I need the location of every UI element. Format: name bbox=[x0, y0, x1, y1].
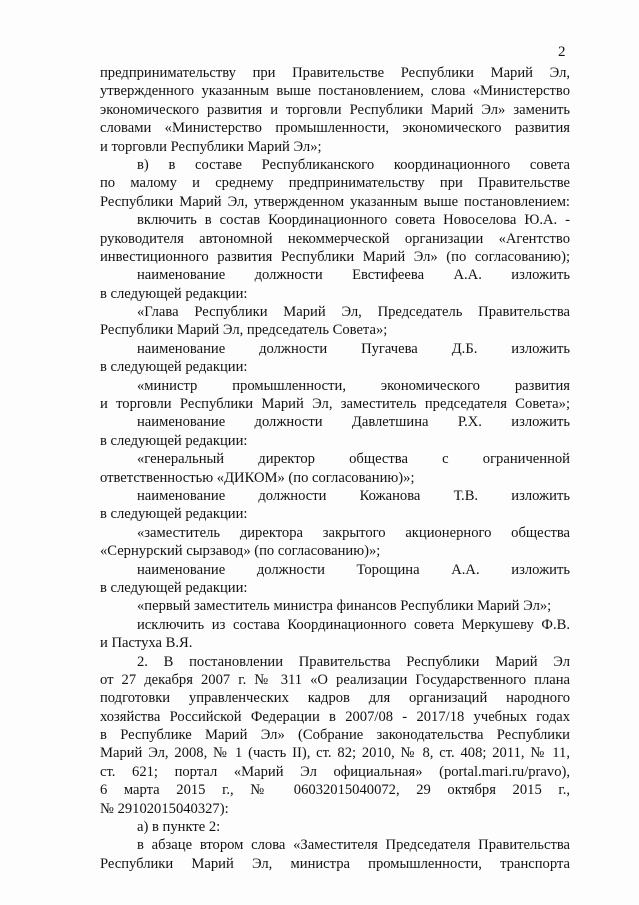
text-line: «первый заместитель министра финансов Республики Марий Эл»; bbox=[137, 598, 552, 615]
text-line: в следующей редакции: bbox=[100, 285, 248, 302]
text-line: наименование должности Евстифеева А.А. изложить bbox=[137, 267, 570, 284]
text-line: утвержденного указанным выше постановлением, слова «Министерство bbox=[100, 83, 570, 100]
text-line: ответственностью «ДИКОМ» (по согласованию)»; bbox=[100, 469, 415, 486]
text-line: Республики Марий Эл, министра промышленности, транспорта bbox=[100, 855, 570, 872]
text-line: и торговли Республики Марий Эл, заместитель председателя Совета»; bbox=[100, 396, 570, 413]
text-line: Республики Марий Эл, председатель Совета»; bbox=[100, 322, 388, 339]
text-line: Марий Эл, 2008, № 1 (часть II), ст. 82; 2010, № 8, ст. 408; 2011, № 11, bbox=[100, 745, 570, 762]
text-line: «Сернурский сырзавод» (по согласованию)»; bbox=[100, 543, 381, 560]
text-line: в следующей редакции: bbox=[100, 432, 248, 449]
text-line: в следующей редакции: bbox=[100, 359, 248, 376]
text-line: «заместитель директора закрытого акционерного общества bbox=[137, 524, 570, 541]
text-line: словами «Министерство промышленности, экономического развития bbox=[100, 120, 570, 137]
text-line: «генеральный директор общества с ограниченной bbox=[137, 451, 570, 468]
text-line: № 29102015040327): bbox=[100, 800, 229, 817]
text-line: «министр промышленности, экономического развития bbox=[137, 377, 570, 394]
text-line: в Республике Марий Эл» (Собрание законодательства Республики bbox=[100, 727, 570, 744]
text-line: ст. 621; портал «Марий Эл официальная» (portal.mari.ru/pravo), bbox=[100, 763, 570, 780]
text-line: Республики Марий Эл, утвержденном указанным выше постановлением: bbox=[100, 193, 570, 210]
text-line: наименование должности Торощина А.А. изложить bbox=[137, 561, 570, 578]
text-line: наименование должности Давлетшина Р.Х. изложить bbox=[137, 414, 570, 431]
text-line: руководителя автономной некоммерческой организации «Агентство bbox=[100, 230, 570, 247]
text-line: от 27 декабря 2007 г. № 311 «О реализации Государственного плана bbox=[100, 671, 570, 688]
text-line: в следующей редакции: bbox=[100, 579, 248, 596]
text-line: экономического развития и торговли Республики Марий Эл» заменить bbox=[100, 101, 570, 118]
text-line: хозяйства Российской Федерации в 2007/08 - 2017/18 учебных годах bbox=[100, 708, 570, 725]
text-line: 6 марта 2015 г., № 06032015040072, 29 октября 2015 г., bbox=[100, 782, 570, 799]
text-line: в следующей редакции: bbox=[100, 506, 248, 523]
text-line: по малому и среднему предпринимательству при Правительстве bbox=[100, 175, 570, 192]
text-line: включить в состав Координационного совета Новоселова Ю.А. - bbox=[137, 212, 570, 229]
text-line: наименование должности Пугачева Д.Б. изложить bbox=[137, 340, 570, 357]
text-line: в абзаце втором слова «Заместителя Председателя Правительства bbox=[137, 837, 570, 854]
text-line: 2. В постановлении Правительства Республики Марий Эл bbox=[137, 653, 570, 670]
text-line: предпринимательству при Правительстве Республики Марий Эл, bbox=[100, 65, 570, 81]
text-line: наименование должности Кожанова Т.В. изложить bbox=[137, 487, 570, 504]
text-line: «Глава Республики Марий Эл, Председатель Правительства bbox=[137, 304, 570, 321]
text-line: и Пастуха В.Я. bbox=[100, 635, 193, 652]
document-body bbox=[100, 64, 570, 873]
text-line: исключить из состава Координационного совета Меркушеву Ф.В. bbox=[137, 616, 570, 633]
page-number: 2 bbox=[558, 44, 566, 60]
text-line: инвестиционного развития Республики Марий Эл» (по согласованию); bbox=[100, 248, 570, 265]
text-line: подготовки управленческих кадров для организаций народного bbox=[100, 690, 570, 707]
text-line: в) в составе Республиканского координационного совета bbox=[137, 156, 570, 173]
text-line: а) в пункте 2: bbox=[137, 819, 221, 836]
text-line: и торговли Республики Марий Эл»; bbox=[100, 138, 322, 155]
